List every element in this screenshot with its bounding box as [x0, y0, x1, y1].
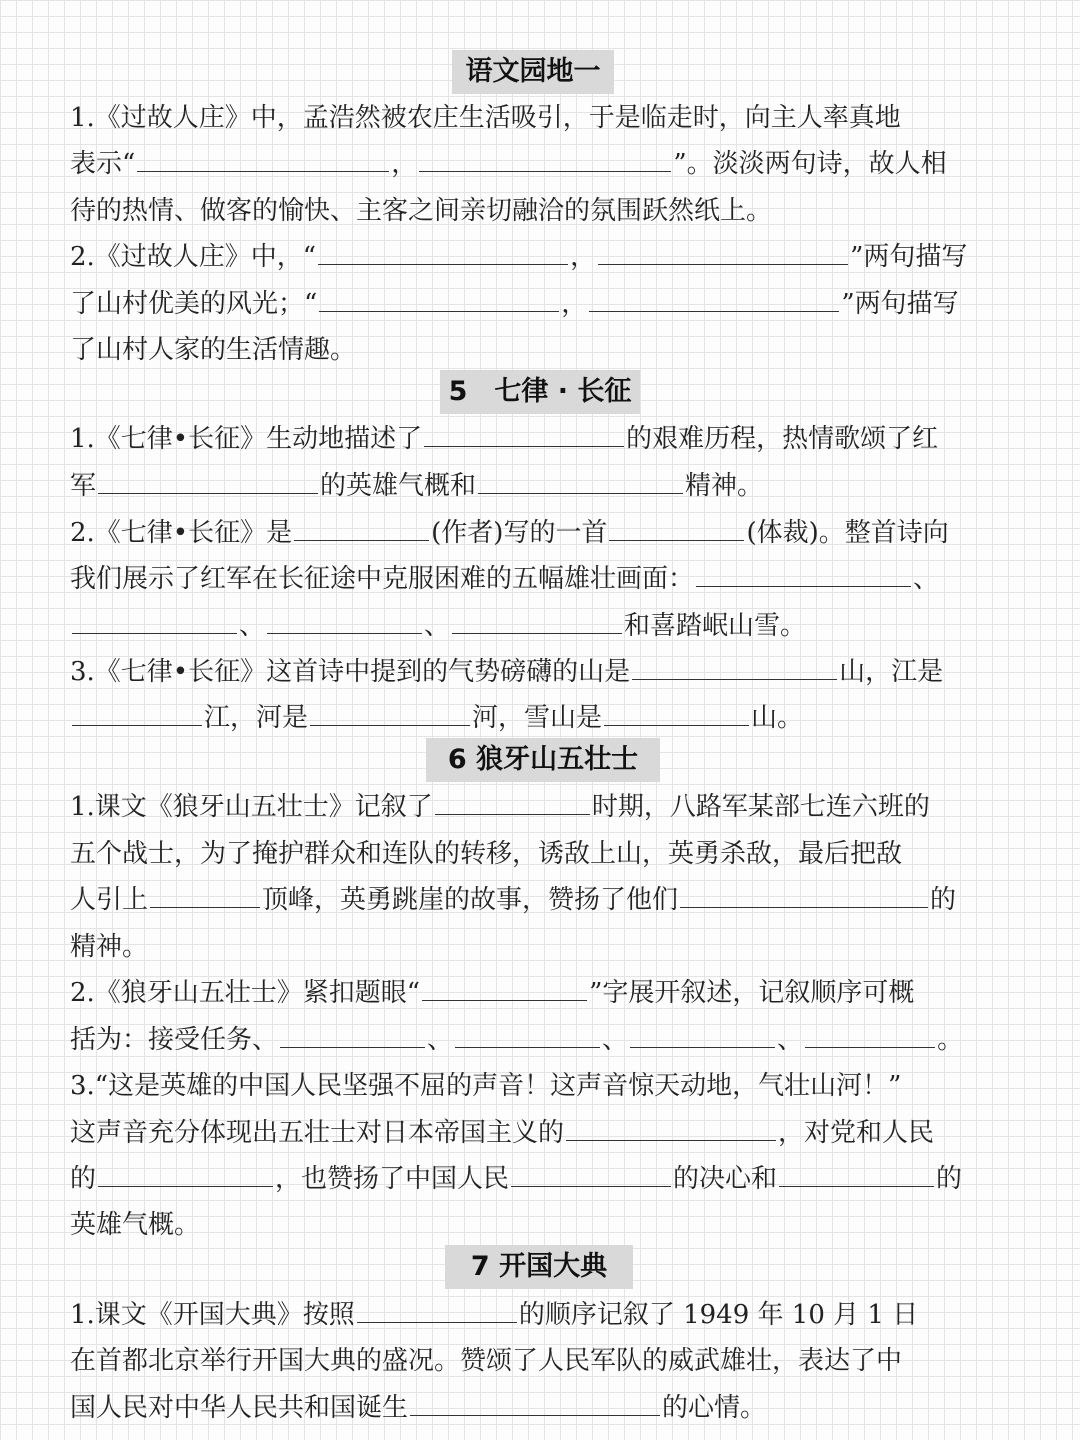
text-line: 五个战士，为了掩护群众和连队的转移，诱敌上山，英勇杀敌，最后把敌 — [70, 839, 903, 869]
answer-blank[interactable] — [318, 242, 568, 265]
answer-blank[interactable] — [150, 885, 260, 908]
answer-blank[interactable] — [452, 611, 622, 634]
answer-blank[interactable] — [98, 1164, 273, 1187]
answer-blank[interactable] — [604, 703, 749, 726]
answer-blank[interactable] — [72, 611, 237, 634]
text-line: 表示“ ， ”。淡淡两句诗，故人相 — [70, 149, 947, 179]
answer-blank[interactable] — [72, 703, 202, 726]
text-line: 2.《七律•长征》是 (作者)写的一首 (体裁)。整首诗向 — [70, 518, 949, 548]
text-line: 1.课文《开国大典》按照 的顺序记叙了 1949 年 10 月 1 日 — [70, 1300, 919, 1330]
answer-blank[interactable] — [137, 149, 389, 172]
text-line: 人引上 顶峰，英勇跳崖的故事，赞扬了他们 的 — [70, 885, 957, 915]
answer-blank[interactable] — [455, 1025, 600, 1048]
answer-blank[interactable] — [680, 885, 928, 908]
answer-blank[interactable] — [422, 978, 587, 1001]
answer-blank[interactable] — [630, 1025, 775, 1048]
answer-blank[interactable] — [609, 518, 744, 541]
answer-blank[interactable] — [319, 289, 559, 312]
section-title-qilv-changzheng: 5 七律 · 长征 — [440, 370, 640, 414]
answer-blank[interactable] — [280, 1025, 425, 1048]
section-title-yuwen-yuandi: 语文园地一 — [452, 50, 614, 94]
text-line: 了山村优美的风光；“ ， ”两句描写 — [70, 289, 959, 319]
text-line: 1.《七律•长征》生动地描述了 的艰难历程，热情歌颂了红 — [70, 424, 939, 454]
text-line: 、 、 和喜踏岷山雪。 — [70, 609, 806, 643]
answer-blank[interactable] — [566, 1118, 776, 1141]
text-line: 2.《过故人庄》中，“ ， ”两句描写 — [70, 242, 968, 272]
text-line: 3.“这是英雄的中国人民坚强不屈的声音！这声音惊天动地，气壮山河！” — [70, 1071, 902, 1101]
section-title-kaiguo-dadian: 7 开国大典 — [445, 1245, 633, 1289]
answer-blank[interactable] — [435, 792, 590, 815]
text-line: 英雄气概。 — [70, 1210, 201, 1240]
text-line: 江，河是 河，雪山是 山。 — [70, 701, 803, 735]
text-line: 括为：接受任务、 、 、 、 。 — [70, 1025, 964, 1055]
answer-blank[interactable] — [589, 289, 839, 312]
text-line: 1.课文《狼牙山五壮士》记叙了 时期，八路军某部七连六班的 — [70, 792, 930, 822]
answer-blank[interactable] — [805, 1025, 935, 1048]
answer-blank[interactable] — [357, 1300, 517, 1323]
answer-blank[interactable] — [267, 611, 422, 634]
text-line: 我们展示了红军在长征途中克服困难的五幅雄壮画面： 、 — [70, 564, 940, 594]
answer-blank[interactable] — [598, 242, 848, 265]
text-line: 了山村人家的生活情趣。 — [70, 335, 357, 365]
text-line: 在首都北京举行开国大典的盛况。赞颂了人民军队的威武雄壮，表达了中 — [70, 1346, 903, 1376]
answer-blank[interactable] — [419, 149, 671, 172]
answer-blank[interactable] — [424, 424, 624, 447]
answer-blank[interactable] — [310, 703, 470, 726]
text-line: 3.《七律•长征》这首诗中提到的气势磅礴的山是 山，江是 — [70, 657, 944, 687]
text-line: 待的热情、做客的愉快、主客之间亲切融洽的氛围跃然纸上。 — [70, 196, 773, 226]
answer-blank[interactable] — [511, 1164, 671, 1187]
text-line: 2.《狼牙山五壮士》紧扣题眼“ ”字展开叙述，记叙顺序可概 — [70, 978, 915, 1008]
text-line: 的 ，也赞扬了中国人民 的决心和 的 — [70, 1164, 963, 1194]
answer-blank[interactable] — [294, 518, 429, 541]
answer-blank[interactable] — [696, 564, 911, 587]
answer-blank[interactable] — [410, 1393, 660, 1416]
text-line: 精神。 — [70, 932, 149, 962]
text-line: 这声音充分体现出五壮士对日本帝国主义的 ，对党和人民 — [70, 1118, 935, 1148]
text-line: 国人民对中华人民共和国诞生 的心情。 — [70, 1393, 767, 1423]
section-title-langyashan: 6 狼牙山五壮士 — [426, 738, 660, 782]
text-line: 军 的英雄气概和 精神。 — [70, 471, 764, 501]
answer-blank[interactable] — [478, 471, 683, 494]
answer-blank[interactable] — [779, 1164, 934, 1187]
answer-blank[interactable] — [98, 471, 318, 494]
answer-blank[interactable] — [632, 657, 837, 680]
text-line: 1.《过故人庄》中，孟浩然被农庄生活吸引，于是临走时，向主人率真地 — [70, 103, 901, 133]
